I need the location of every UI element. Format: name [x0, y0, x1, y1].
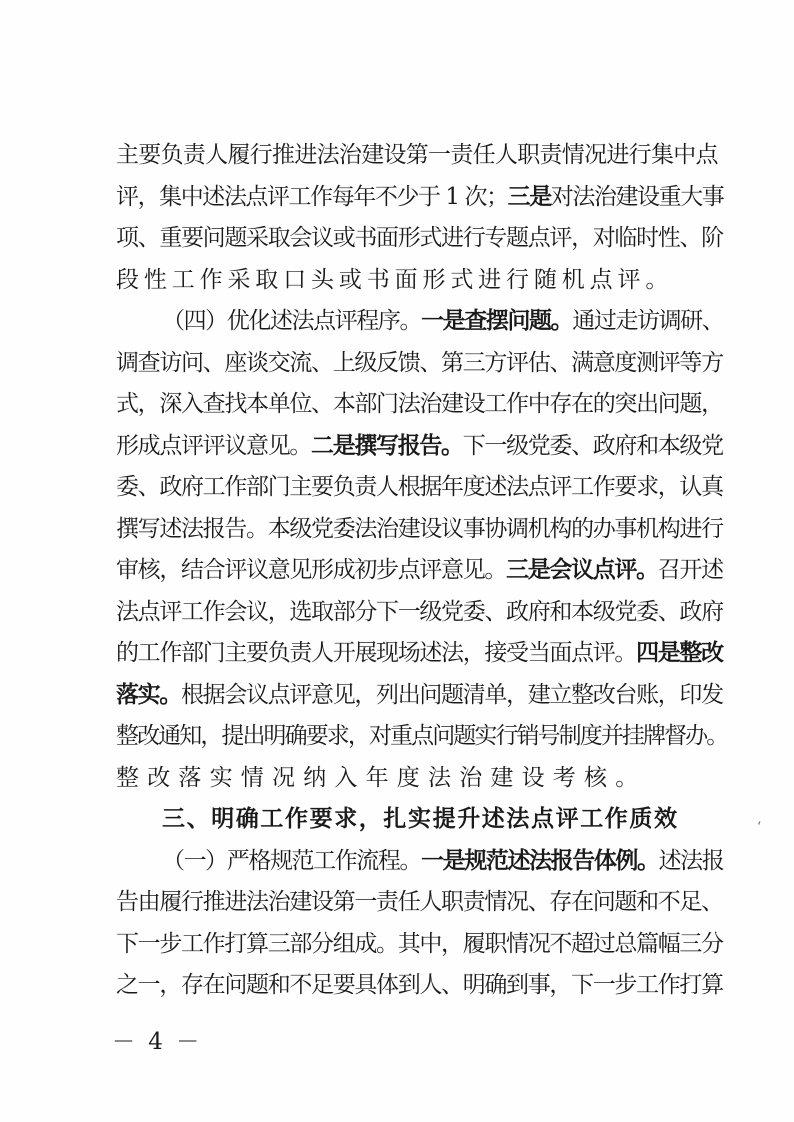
line-3-text: 项、重要问题采取会议或书面形式进行专题点评，对临时性、阶 [116, 225, 723, 251]
line-9-text: 委、政府工作部门主要负责人根据年度述法点评工作要求，认真 [116, 474, 723, 500]
line-14-bold-luo-shi: 落实。 [116, 680, 182, 708]
line-6-text: 调查访问、座谈交流、上级反馈、第三方评估、满意度测评等方 [116, 349, 723, 376]
line-19-text: 告由履行推进法治建设第一责任人职责情况、存在问题和不足、 [116, 889, 723, 915]
paragraph-line-21 [116, 965, 723, 1005]
paragraph-line-2 [116, 177, 724, 217]
paragraph-line-13 [116, 633, 723, 673]
paragraph-line-6 [116, 343, 723, 383]
paragraph-line-7 [116, 384, 723, 424]
line-15-text: 整改通知，提出明确要求，对重点问题实行销号制度并挂牌督办。 [116, 723, 728, 749]
paragraph-line-20 [116, 924, 723, 964]
line-12-text: 法点评工作会议，选取部分下一级党委、政府和本级党委、政府 [116, 598, 723, 625]
line-13-bold-si-shi: 四是整改 [636, 639, 723, 666]
line-18-bold-yi-shi: 一是规范述法报告体例。 [421, 846, 659, 874]
line-2-text-a: 评，集中述法点评工作每年不少于 1 次； [116, 183, 508, 210]
line-8-bold-er-shi: 二是撰写报告。 [311, 431, 463, 459]
paragraph-line-4 [116, 260, 712, 300]
line-8-text-b: 下一级党委、政府和本级党 [462, 432, 723, 459]
line-13-text-a: 的工作部门主要负责人开展现场述法，接受当面点评。 [116, 640, 637, 666]
line-5-text-a: （四）优化述法点评程序。 [162, 308, 422, 334]
line-18-text-b: 述法报 [658, 847, 724, 874]
line-8-text-a: 形成点评评议意见。 [116, 432, 312, 459]
paragraph-line-12 [116, 592, 723, 632]
line-5-text-b: 通过走访调研、 [572, 308, 724, 334]
paragraph-line-1 [116, 135, 718, 175]
line-16-text: 整改落实情况纳入年度法治建设考核。 [116, 764, 647, 791]
line-2-text-b: 对法治建设重大事 [550, 183, 724, 210]
line-14-text: 根据会议点评意见，列出问题清单，建立整改台账，印发 [181, 681, 723, 708]
paragraph-line-19 [116, 882, 723, 922]
line-2-bold-san-shi: 三是 [507, 182, 551, 210]
paragraph-line-3 [116, 218, 723, 258]
scan-speck: ʻ [757, 820, 762, 835]
line-18-text-a: （一）严格规范工作流程。 [162, 847, 422, 874]
paragraph-line-18 [162, 841, 724, 881]
paragraph-line-8 [116, 426, 723, 466]
line-1-text: 主要负责人履行推进法治建设第一责任人职责情况进行集中点 [116, 142, 718, 168]
paragraph-line-16 [116, 758, 712, 798]
line-4-text: 段性工作采取口头或书面形式进行随机点评。 [116, 266, 674, 293]
section-heading-3 [162, 799, 712, 839]
paragraph-line-9 [116, 467, 723, 507]
section-heading-text: 三、明确工作要求，扎实提升述法点评工作质效 [162, 806, 679, 832]
line-7-text: 式，深入查找本单位、本部门法治建设工作中存在的突出问题， [116, 391, 723, 417]
line-11-text-b: 召开述 [657, 557, 723, 583]
paragraph-line-10 [116, 509, 723, 549]
paragraph-line-15 [116, 716, 728, 756]
line-20-text: 下一步工作打算三部分组成。其中，履职情况不超过总篇幅三分 [116, 930, 723, 957]
line-10-text: 撰写述法报告。本级党委法治建设议事协调机构的办事机构进行 [116, 515, 723, 542]
line-21-text: 之一，存在问题和不足要具体到人、明确到事，下一步工作打算 [116, 972, 723, 998]
paragraph-line-14 [116, 675, 723, 715]
paragraph-line-11 [116, 550, 723, 590]
line-11-text-a: 审核，结合评议意见形成初步点评意见。 [116, 557, 507, 583]
paragraph-line-5 [162, 301, 724, 341]
line-5-bold-yi-shi: 一是查摆问题。 [421, 307, 573, 334]
line-11-bold-san-shi: 三是会议点评。 [506, 556, 658, 583]
page-number: － 4 － [112, 1029, 203, 1055]
